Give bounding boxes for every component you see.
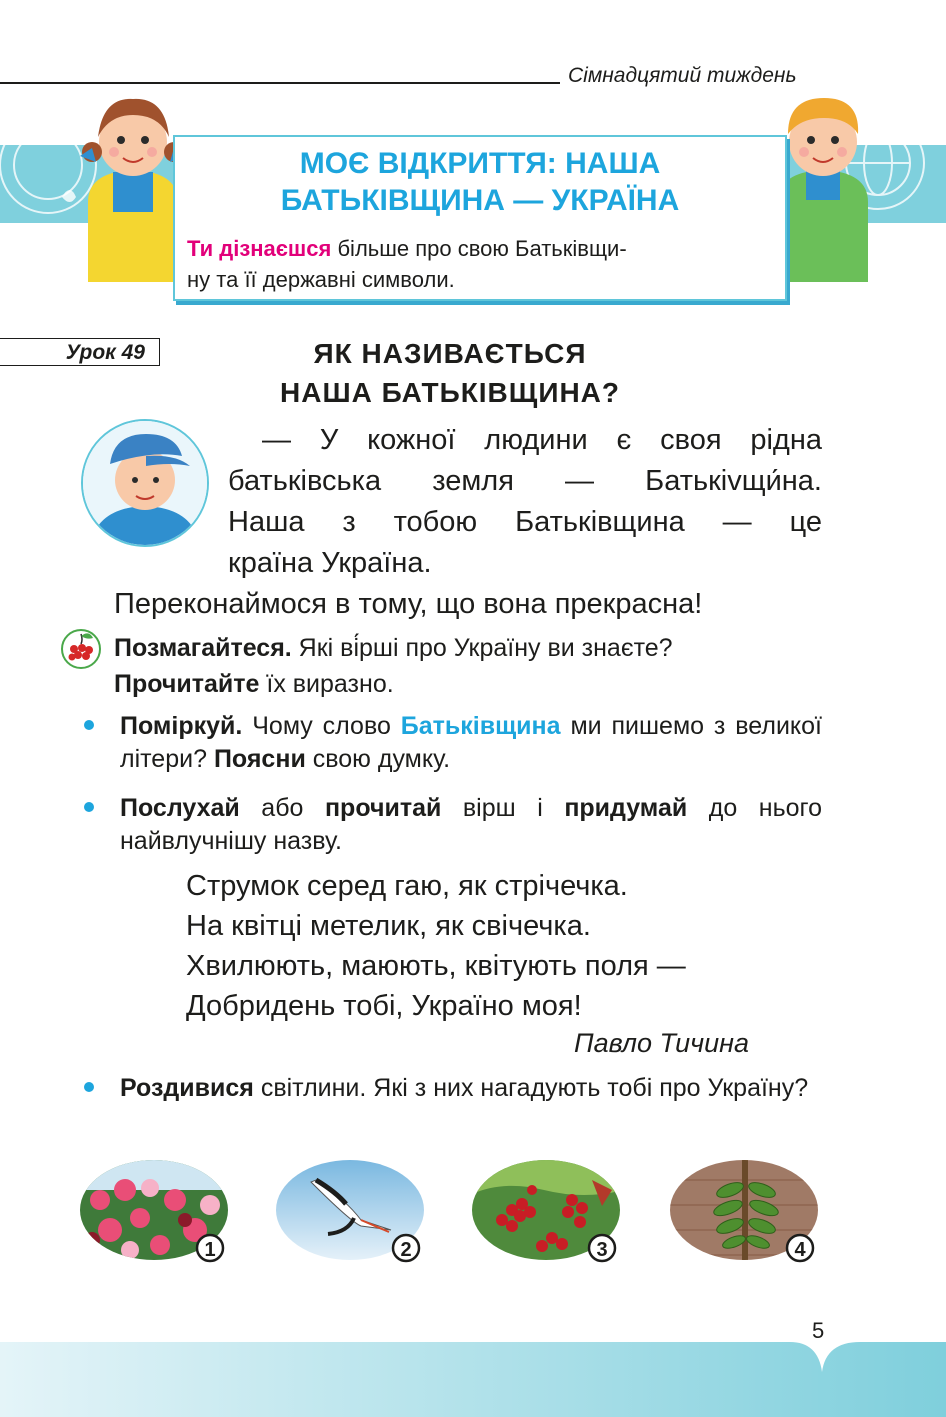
intro-paragraph: — У кожної людини є своя рідна батьківська земля — Батькivщи́на. Наша з тобою Батьківщина — це xyxy=(228,424,822,538)
viburnum-icon xyxy=(60,628,102,670)
poem-line: Хвилюють, маюють, квітують поля — xyxy=(186,950,686,982)
photo-viburnum xyxy=(472,1160,624,1264)
photo-number: 1 xyxy=(204,1239,216,1261)
poem-line: На квітці метелик, як свічечка. xyxy=(186,910,591,942)
poem-line: Струмок серед гаю, як стрічечка. xyxy=(186,870,628,902)
photo-number: 3 xyxy=(596,1239,608,1261)
intro-line: країна Україна. xyxy=(228,547,432,579)
lesson-title: ЯК НАЗИВАЄТЬСЯ НАША БАТЬКІВЩИНА? xyxy=(280,338,620,408)
photo-bananas xyxy=(670,1160,822,1264)
bullet-icon xyxy=(84,720,94,730)
topic-title: МОЄ ВІДКРИТТЯ: НАША БАТЬКІВЩИНА — УКРАЇНА xyxy=(280,147,680,217)
poem-author: Павло Тичина xyxy=(574,1028,749,1058)
poem-line: Добридень тобі, Україно моя! xyxy=(186,990,582,1022)
girl-illustration xyxy=(78,92,188,282)
page-number: 5 xyxy=(812,1318,825,1343)
lesson-tag: Урок 49 xyxy=(0,338,160,366)
task-read: Прочитайте їх виразно. xyxy=(114,670,394,698)
task-look: Роздивися світлини. Які з них нагадують тобі про Україну? xyxy=(120,1074,809,1102)
intro-conclusion: Переконаймося в тому, що вона прекрасна! xyxy=(114,588,703,620)
task-think: Поміркуй. Чому слово Батьківщина ми пишемо з великої літери? Поясни свою думку. xyxy=(120,712,822,773)
week-title: Сімнадцятий тиждень xyxy=(568,64,797,87)
header-rule xyxy=(0,82,560,84)
topic-subtitle: Ти дізнаєшся більше про свою Батьківщи- ну та її державні символи. xyxy=(187,236,627,292)
task-compete: Позмагайтеся. Які ві́рші про Україну ви знаєте? xyxy=(114,634,673,662)
photo-stork xyxy=(276,1160,428,1264)
boy-avatar xyxy=(80,418,210,548)
bullet-icon xyxy=(84,802,94,812)
bullet-icon xyxy=(84,1082,94,1092)
photo-hollyhocks xyxy=(80,1160,232,1264)
topic-title-box xyxy=(173,135,787,301)
poem xyxy=(186,866,686,1026)
photo-number: 4 xyxy=(794,1239,806,1261)
photo-number: 2 xyxy=(400,1239,412,1261)
task-listen: Послухай або прочитай вірш і придумай до нього найвлучнішу назву. xyxy=(120,794,823,855)
footer-wave xyxy=(0,1342,946,1417)
